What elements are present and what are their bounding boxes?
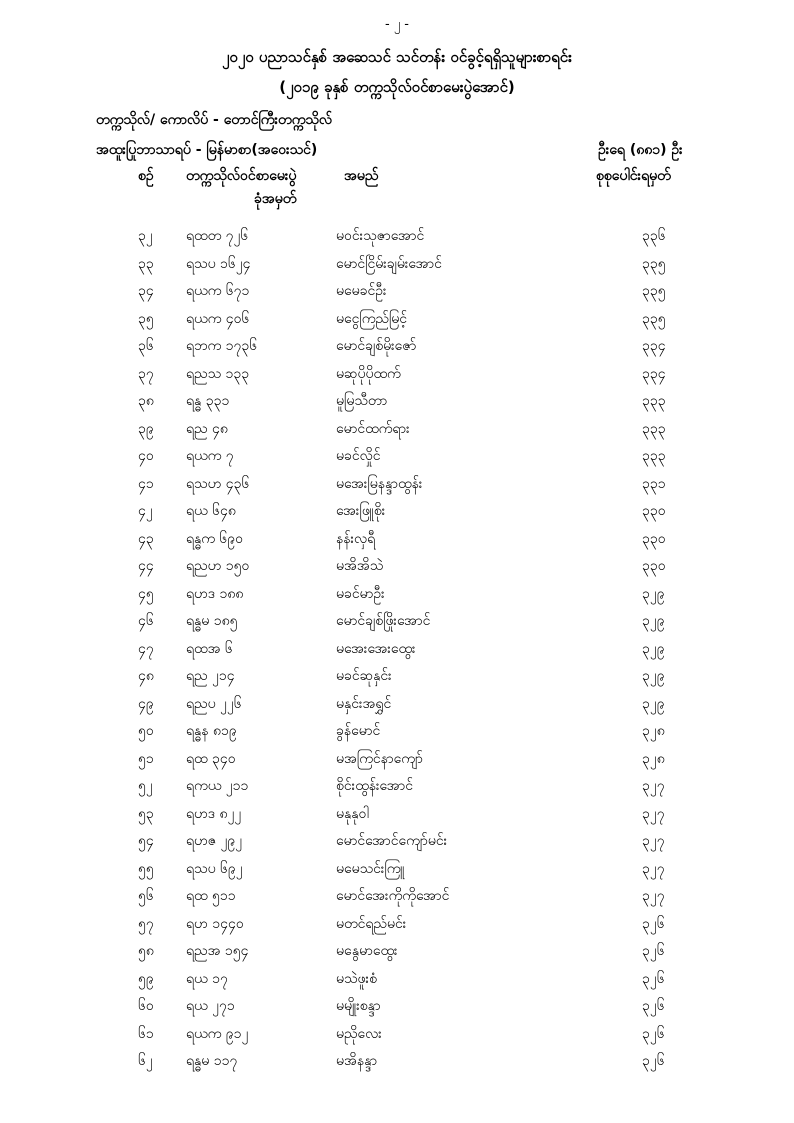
table-row bbox=[0, 474, 794, 502]
table-row bbox=[0, 666, 794, 694]
row-name: မဆုပိုပိုထက် bbox=[336, 365, 401, 382]
table-row bbox=[0, 941, 794, 969]
table-row bbox=[0, 584, 794, 612]
table-row bbox=[0, 694, 794, 722]
row-marks: ၃၃၃ bbox=[642, 448, 666, 464]
row-roll-number: ရန္ဓမ ၁၈၅ bbox=[186, 613, 238, 629]
header-total-marks: စုစုပေါင်းရမှတ် bbox=[596, 168, 671, 184]
row-number: ၄၅ bbox=[138, 585, 154, 602]
row-name: မောင်အေးကိုကိုအောင် bbox=[336, 888, 450, 904]
row-marks: ၃၂၆ bbox=[642, 970, 665, 987]
row-marks: ၃၂၉ bbox=[642, 668, 665, 684]
row-marks: ၃၂၇ bbox=[642, 778, 665, 794]
row-number: ၄၂ bbox=[138, 503, 153, 519]
row-roll-number: ရည ၄၈ bbox=[186, 420, 228, 437]
row-name: မခင်လှိုင် bbox=[336, 448, 381, 464]
row-marks: ၃၂၇ bbox=[642, 805, 665, 822]
row-number: ၃၉ bbox=[138, 420, 154, 437]
table-row bbox=[0, 776, 794, 804]
row-name: မနုနုဝါ bbox=[336, 805, 369, 822]
row-number: ၄၀ bbox=[138, 448, 154, 464]
row-marks: ၃၃၃ bbox=[642, 393, 666, 409]
row-marks: ၃၃၄ bbox=[642, 365, 666, 382]
table-row bbox=[0, 639, 794, 667]
row-roll-number: ရဟဇ ၂၉၂ bbox=[186, 833, 243, 849]
row-roll-number: ရညပ ၂၂၆ bbox=[186, 695, 242, 712]
table-row bbox=[0, 529, 794, 557]
table-row bbox=[0, 281, 794, 309]
row-name: မတင်ရည်မင်း bbox=[336, 915, 407, 932]
row-marks: ၃၃၄ bbox=[642, 338, 666, 354]
row-number: ၅၆ bbox=[138, 888, 154, 904]
row-name: မခင်မာဦး bbox=[336, 585, 385, 602]
row-name: နန်းလှရီ bbox=[336, 530, 376, 547]
row-name: မခင်ဆုနှင်း bbox=[336, 668, 392, 684]
row-number: ၃၅ bbox=[138, 310, 154, 327]
row-marks: ၃၂၆ bbox=[642, 915, 665, 932]
row-marks: ၃၃၃ bbox=[642, 420, 666, 437]
header-number: စဉ် bbox=[138, 168, 154, 184]
table-row bbox=[0, 886, 794, 914]
document-subtitle: (၂၀၁၉ ခုနှစ် တက္ကသိုလ်ဝင်စာမေးပွဲအောင်) bbox=[279, 78, 515, 96]
row-name: မအိအိသဲ bbox=[336, 558, 384, 574]
university-line: တက္ကသိုလ်/ ကောလိပ် - တောင်ကြီးတက္ကသိုလ် bbox=[96, 112, 333, 128]
header-roll-number-line2: ခုံအမှတ် bbox=[254, 191, 297, 207]
row-marks: ၃၂၉ bbox=[642, 613, 665, 629]
row-roll-number: ရယ ၆၄၈ bbox=[186, 503, 236, 519]
row-name: မမျိုးစန္ဒာ bbox=[336, 998, 381, 1014]
table-row bbox=[0, 749, 794, 777]
row-roll-number: ရယက ၇ bbox=[186, 448, 234, 464]
row-name: မအေးအေးထွေး bbox=[336, 640, 416, 657]
row-roll-number: ရန္ဓက ၆၉၀ bbox=[186, 530, 244, 547]
table-row bbox=[0, 914, 794, 942]
row-roll-number: ရည ၂၁၄ bbox=[186, 668, 235, 684]
row-number: ၅၄ bbox=[138, 833, 154, 849]
row-marks: ၃၂၉ bbox=[642, 695, 665, 712]
table-row bbox=[0, 804, 794, 832]
row-roll-number: ရထ ၅၁၁ bbox=[186, 888, 236, 904]
row-roll-number: ရဟဒ ၁၈၈ bbox=[186, 585, 244, 602]
row-roll-number: ရထတ ၇၂၆ bbox=[186, 228, 249, 244]
row-marks: ၃၃၁ bbox=[642, 475, 666, 492]
row-number: ၅၂ bbox=[138, 778, 153, 794]
row-roll-number: ရယက ၉၁၂ bbox=[186, 1025, 249, 1042]
row-roll-number: ရယက ၆၇၁ bbox=[186, 283, 250, 299]
row-marks: ၃၂၆ bbox=[642, 1053, 665, 1069]
results-table bbox=[0, 226, 794, 1079]
table-row bbox=[0, 336, 794, 364]
row-marks: ၃၂၆ bbox=[642, 998, 665, 1014]
table-row bbox=[0, 859, 794, 887]
table-row bbox=[0, 309, 794, 337]
row-number: ၃၈ bbox=[138, 393, 154, 409]
row-roll-number: ရသပ ၁၆၂၄ bbox=[186, 255, 251, 272]
row-marks: ၃၂၆ bbox=[642, 943, 665, 959]
row-marks: ၃၂၇ bbox=[642, 888, 665, 904]
row-name: မမေခင်ဦး bbox=[336, 283, 387, 299]
row-name: မောင်ငြိမ်းချမ်းအောင် bbox=[336, 255, 442, 272]
row-marks: ၃၂၆ bbox=[642, 1025, 665, 1042]
row-marks: ၃၂၇ bbox=[642, 860, 665, 877]
row-name: မဝင်းသုဇာအောင် bbox=[336, 228, 425, 244]
row-marks: ၃၃၅ bbox=[642, 283, 666, 299]
header-roll-number: တက္ကသိုလ်ဝင်စာမေးပွဲ bbox=[186, 168, 297, 184]
row-roll-number: ရကယ ၂၁၁ bbox=[186, 778, 249, 794]
row-name: မအကြင်နာကျော် bbox=[336, 750, 423, 767]
row-name: မောင်ချစ်မိုးဇော် bbox=[336, 338, 417, 354]
row-number: ၄၁ bbox=[138, 475, 154, 492]
row-number: ၅၃ bbox=[138, 805, 154, 822]
row-number: ၆၂ bbox=[138, 1053, 153, 1069]
row-number: ၄၇ bbox=[138, 640, 154, 657]
row-marks: ၃၃၅ bbox=[642, 310, 666, 327]
table-row bbox=[0, 721, 794, 749]
row-number: ၄၉ bbox=[138, 695, 154, 712]
row-marks: ၃၃၆ bbox=[642, 228, 666, 244]
row-name: မသဲဖူးစံ bbox=[336, 970, 377, 987]
row-number: ၄၄ bbox=[138, 558, 154, 574]
row-marks: ၃၂၉ bbox=[642, 585, 665, 602]
row-name: မအိနန္ဒာ bbox=[336, 1053, 378, 1069]
row-name: မနှင်းအရွှင် bbox=[336, 695, 392, 712]
table-row bbox=[0, 556, 794, 584]
row-name: မအေးမြနန္ဒာထွန်း bbox=[336, 475, 423, 492]
row-roll-number: ရသဟ ၄၃၆ bbox=[186, 475, 250, 492]
row-number: ၅၀ bbox=[138, 723, 154, 739]
row-marks: ၃၃၀ bbox=[642, 558, 666, 574]
row-number: ၆၁ bbox=[138, 1025, 154, 1042]
page-number: - ၂ - bbox=[384, 17, 410, 32]
row-marks: ၃၂၈ bbox=[642, 750, 665, 767]
row-marks: ၃၃၀ bbox=[642, 503, 666, 519]
row-roll-number: ရယ ၂၇၁ bbox=[186, 998, 235, 1014]
row-roll-number: ရန္ဓန ၈၁၉ bbox=[186, 723, 237, 739]
subject-line: အထူးပြုဘာသာရပ် - မြန်မာစာ(အဝေးသင်) bbox=[96, 142, 318, 158]
row-number: ၃၄ bbox=[138, 283, 154, 299]
row-roll-number: ရညအ ၁၅၄ bbox=[186, 943, 249, 959]
row-roll-number: ရညသ ၁၃၃ bbox=[186, 365, 250, 382]
row-number: ၃၆ bbox=[138, 338, 154, 354]
row-name: အေးဖြူစိုး bbox=[336, 503, 386, 519]
table-row bbox=[0, 419, 794, 447]
row-number: ၃၂ bbox=[138, 228, 153, 244]
table-row bbox=[0, 831, 794, 859]
table-row bbox=[0, 996, 794, 1024]
row-name: ခွန်မောင် bbox=[336, 723, 381, 739]
table-row bbox=[0, 611, 794, 639]
row-roll-number: ရယ ၁၇ bbox=[186, 970, 228, 987]
row-number: ၅၈ bbox=[138, 943, 154, 959]
row-roll-number: ရန္ဓမ ၁၁၇ bbox=[186, 1053, 238, 1069]
row-roll-number: ရဘက ၁၇၃၆ bbox=[186, 338, 258, 354]
row-marks: ၃၂၇ bbox=[642, 833, 665, 849]
row-roll-number: ရထ ၃၄၀ bbox=[186, 750, 236, 767]
row-roll-number: ရထအ ၆ bbox=[186, 640, 233, 657]
row-roll-number: ရန္ဓ ၃၃၁ bbox=[186, 393, 230, 409]
row-roll-number: ရသပ ၆၉၂ bbox=[186, 860, 243, 877]
table-row bbox=[0, 501, 794, 529]
row-marks: ၃၂၈ bbox=[642, 723, 665, 739]
total-count: ဦးရေ (၈၈၁) ဦး bbox=[598, 142, 683, 158]
row-name: မငွေကြည်မြင့် bbox=[336, 310, 408, 327]
table-row bbox=[0, 254, 794, 282]
table-row bbox=[0, 364, 794, 392]
row-roll-number: ရညဟ ၁၅၀ bbox=[186, 558, 250, 574]
row-number: ၄၃ bbox=[138, 530, 154, 547]
table-row bbox=[0, 1051, 794, 1079]
row-number: ၄၈ bbox=[138, 668, 154, 684]
row-roll-number: ရယက ၄၀၆ bbox=[186, 310, 250, 327]
row-name: မောင်ချစ်ဖြိုးအောင် bbox=[336, 613, 431, 629]
row-number: ၃၃ bbox=[138, 255, 154, 272]
row-name: မမေသင်းကြူ bbox=[336, 860, 405, 877]
row-name: မောင်ထက်ရား bbox=[336, 420, 410, 437]
table-row bbox=[0, 446, 794, 474]
row-name: စိုင်းထွန်းအောင် bbox=[336, 778, 413, 794]
row-name: မူမြသီတာ bbox=[336, 393, 388, 409]
table-row bbox=[0, 969, 794, 997]
row-marks: ၃၃၅ bbox=[642, 255, 666, 272]
header-name: အမည် bbox=[344, 168, 379, 184]
table-row bbox=[0, 226, 794, 254]
row-number: ၅၅ bbox=[138, 860, 154, 877]
row-marks: ၃၃၀ bbox=[642, 530, 666, 547]
row-number: ၆၀ bbox=[138, 998, 154, 1014]
document-title: ၂၀၂၀ ပညာသင်နှစ် အဆေသင် သင်တန်း ဝင်ခွင့်ရရှိသူများစာရင်း bbox=[222, 48, 572, 66]
row-number: ၅၁ bbox=[138, 750, 154, 767]
row-roll-number: ရဟ ၁၄၄၀ bbox=[186, 915, 244, 932]
row-name: မညိုလေး bbox=[336, 1025, 382, 1042]
row-number: ၃၇ bbox=[138, 365, 154, 382]
row-number: ၅၇ bbox=[138, 915, 154, 932]
table-row bbox=[0, 1024, 794, 1052]
table-row bbox=[0, 391, 794, 419]
row-marks: ၃၂၉ bbox=[642, 640, 665, 657]
row-roll-number: ရဟဒ ၈၂၂ bbox=[186, 805, 242, 822]
row-name: မောင်အောင်ကျော်မင်း bbox=[336, 833, 448, 849]
row-name: မနွေမာထွေး bbox=[336, 943, 398, 959]
row-number: ၄၆ bbox=[138, 613, 154, 629]
row-number: ၅၉ bbox=[138, 970, 154, 987]
